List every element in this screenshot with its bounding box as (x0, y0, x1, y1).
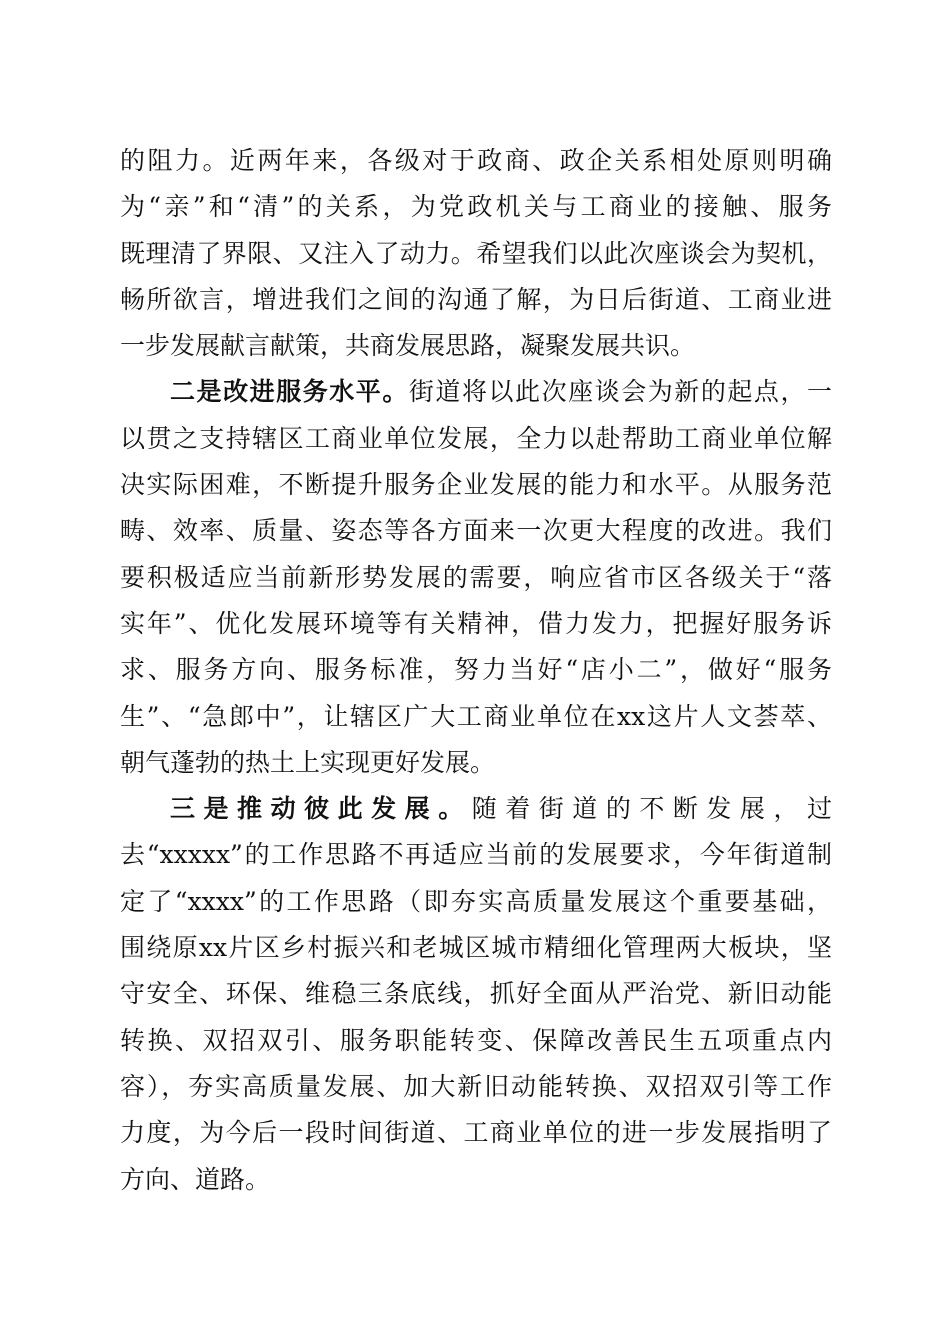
text-line: 定了“xxxx”的工作思路（即夯实高质量发展这个重要基础， (120, 886, 832, 916)
paragraph-3 (120, 786, 832, 1203)
text-line: 实年”、优化发展环境等有关精神，借力发力，把握好服务诉 (120, 608, 832, 638)
text-line: 守安全、环保、维稳三条底线，抓好全面从严治党、新旧动能 (120, 979, 832, 1009)
text-line: 以贯之支持辖区工商业单位发展，全力以赴帮助工商业单位解 (120, 423, 832, 453)
text-line-first (120, 369, 832, 415)
paragraph-lead-heading: 三是推动彼此发展。 (170, 794, 472, 824)
paragraph-2 (120, 369, 832, 786)
text-line: 畅所欲言，增进我们之间的沟通了解，为日后街道、工商业进 (120, 284, 832, 314)
paragraph-lead-heading: 二是改进服务水平。 (170, 377, 409, 407)
text-line: 力度，为今后一段时间街道、工商业单位的进一步发展指明了 (120, 1118, 832, 1148)
text-line: 方向、道路。 (120, 1164, 271, 1194)
document-body (120, 138, 832, 1203)
text-line: 既理清了界限、又注入了动力。希望我们以此次座谈会为契机， (120, 238, 832, 268)
text-line: 容），夯实高质量发展、加大新旧动能转换、双招双引等工作 (120, 1071, 832, 1101)
text-line: 一步发展献言献策，共商发展思路，凝聚发展共识。 (120, 331, 696, 361)
text-line: 围绕原xx片区乡村振兴和老城区城市精细化管理两大板块，坚 (120, 933, 832, 963)
text-line: 畴、效率、质量、姿态等各方面来一次更大程度的改进。我们 (120, 516, 832, 546)
text-line: 的阻力。近两年来，各级对于政商、政企关系相处原则明确 (120, 146, 832, 175)
text-line: 要积极适应当前新形势发展的需要，响应省市区各级关于“落 (120, 562, 832, 592)
text-line: 去“xxxxx”的工作思路不再适应当前的发展要求，今年街道制 (120, 840, 832, 870)
text-line: 决实际困难，不断提升服务企业发展的能力和水平。从服务范 (120, 470, 832, 500)
text-line: 朝气蓬勃的热土上实现更好发展。 (120, 747, 496, 777)
text-line: 求、服务方向、服务标准，努力当好“店小二”，做好“服务 (120, 655, 832, 685)
text-line-rest: 随着街道的不断发展，过 (471, 794, 832, 824)
paragraph-1 (120, 138, 832, 369)
text-line: 生”、“急郎中”，让辖区广大工商业单位在xx这片人文荟萃、 (120, 701, 832, 731)
text-line-rest: 街道将以此次座谈会为新的起点，一 (408, 377, 832, 407)
text-line: 转换、双招双引、服务职能转变、保障改善民生五项重点内 (120, 1025, 832, 1055)
text-line: 为“亲”和“清”的关系，为党政机关与工商业的接触、服务 (120, 192, 832, 222)
text-line-first (120, 786, 832, 832)
